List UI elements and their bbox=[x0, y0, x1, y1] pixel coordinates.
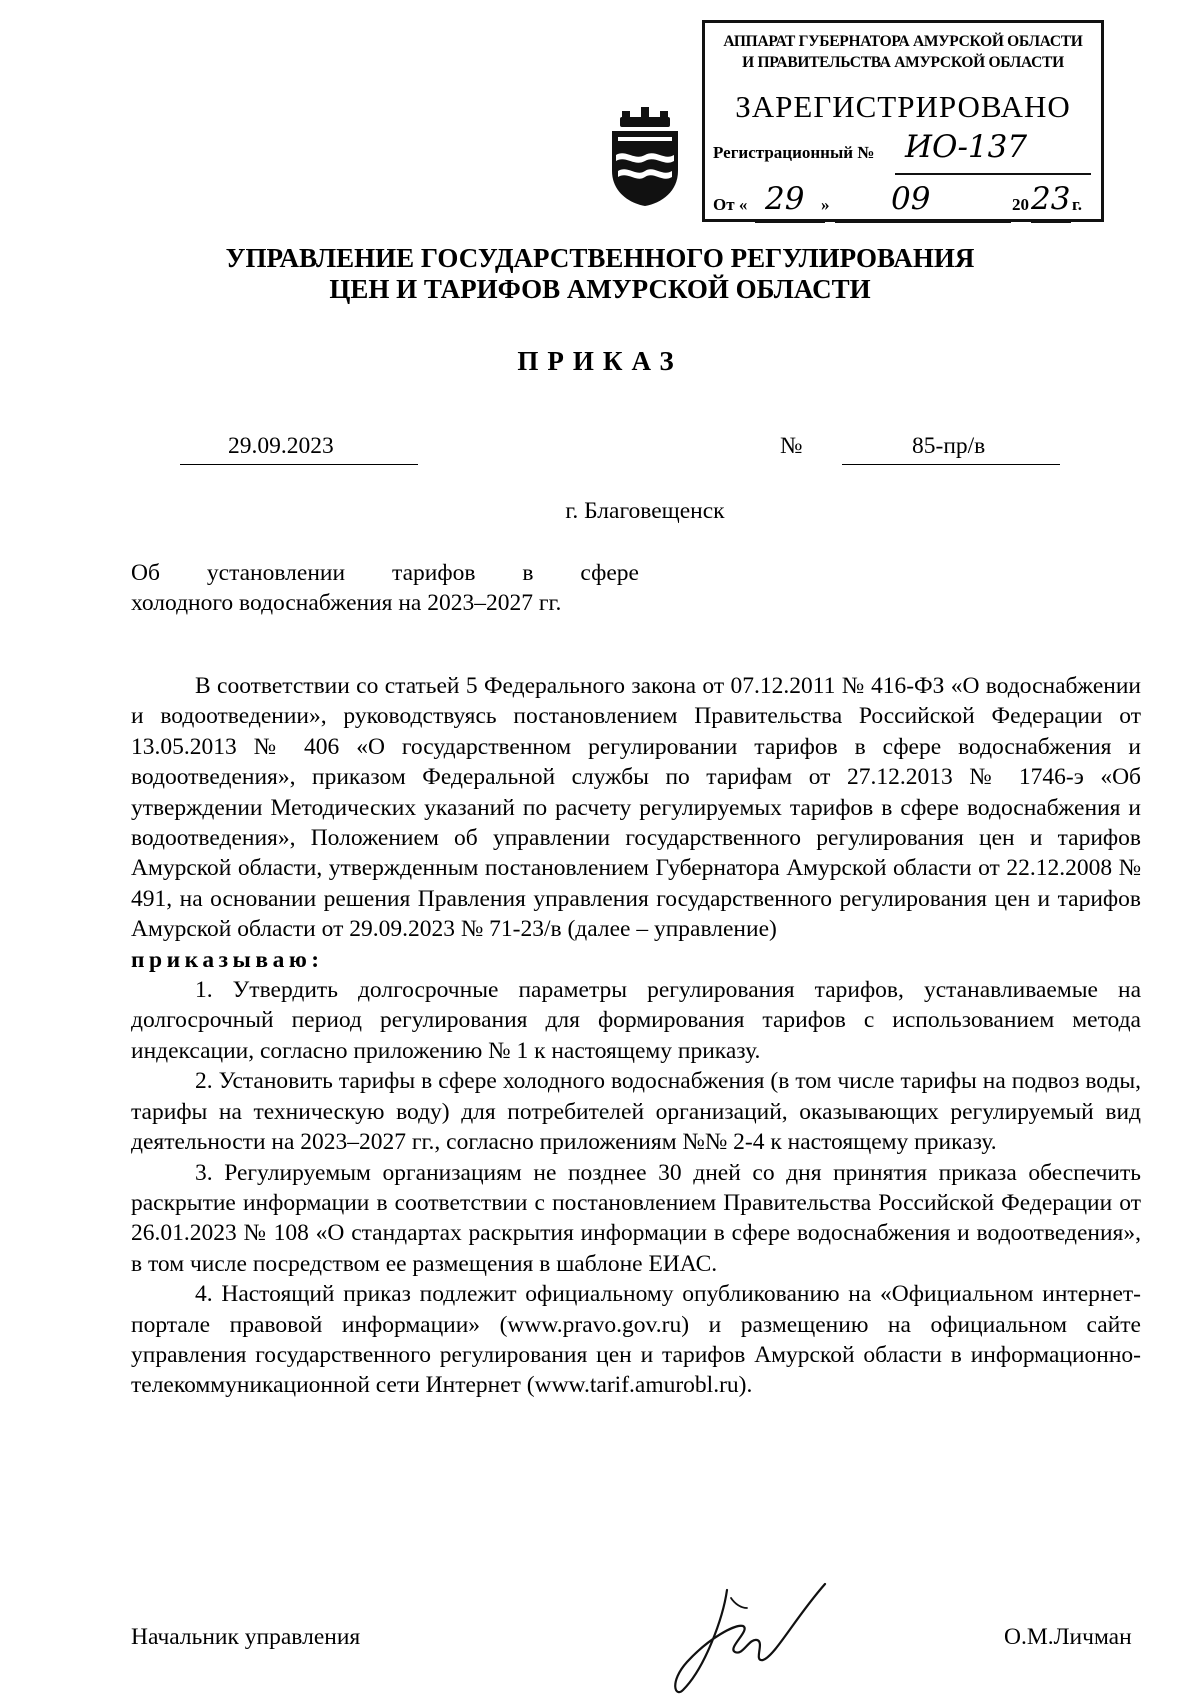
signer-position: Начальник управления bbox=[131, 1624, 361, 1650]
stamp-month: 09 bbox=[891, 181, 931, 217]
document-city: г. Благовещенск bbox=[565, 498, 725, 524]
subject-line1: Об установлении тарифов в сфере bbox=[131, 560, 639, 586]
order-word-text: приказываю: bbox=[131, 946, 324, 973]
coat-of-arms-icon bbox=[606, 107, 684, 207]
signer-name: О.М.Личман bbox=[1004, 1624, 1132, 1650]
stamp-month-underline bbox=[835, 221, 1011, 223]
handwritten-signature bbox=[665, 1578, 835, 1708]
stamp-reg-underline bbox=[895, 173, 1091, 175]
stamp-reg-label: Регистрационный № bbox=[713, 143, 875, 162]
stamp-year-prefix: 20 bbox=[1012, 195, 1029, 214]
document-type: ПРИКАЗ bbox=[517, 346, 683, 376]
stamp-year-suffix: 23 bbox=[1031, 181, 1071, 217]
stamp-date-prefix: От « bbox=[713, 195, 748, 214]
preamble-paragraph: В соответствии со статьей 5 Федерального закона от 07.12.2011 № 416-ФЗ «О водоснабжении и водоотведении», руководствуясь постановлением Правительства Российской Федерации от 13.05.2013 № 406 «О государственном регулировании тарифов в сфере водоснабжения и водоотведения», приказом Федеральной службы по тарифам от 27.12.2013 № 1746-э «Об утверждении Методических указаний по расчету регулируемых тарифов в сфере водоснабжения и водоотведения», Положением об управлении государственного регулирования цен и тарифов Амурской области, утвержденным постановлением Губернатора Амурской области от 22.12.2008 № 491, на основании решения Правления управления государственного регулирования цен и тарифов Амурской области от 29.09.2023 № 71-23/в (далее – управление) bbox=[131, 673, 1141, 943]
stamp-year-underline bbox=[1031, 221, 1071, 223]
stamp-day: 29 bbox=[765, 181, 805, 217]
stamp-org-line2: И ПРАВИТЕЛЬСТВА АМУРСКОЙ ОБЛАСТИ bbox=[742, 54, 1064, 71]
document-subject bbox=[131, 558, 639, 618]
document-body bbox=[131, 671, 1141, 1401]
stamp-reg-number: ИО-137 bbox=[905, 129, 1028, 165]
order-word bbox=[131, 945, 1141, 975]
number-underline bbox=[842, 464, 1060, 465]
stamp-org-line1: АППАРАТ ГУБЕРНАТОРА АМУРСКОЙ ОБЛАСТИ bbox=[723, 33, 1083, 50]
stamp-reg-row bbox=[713, 143, 874, 163]
number-label: № bbox=[780, 433, 803, 459]
document-date: 29.09.2023 bbox=[228, 433, 334, 459]
item-1-paragraph: 1. Утвердить долгосрочные параметры регулирования тарифов, устанавливаемые на долгосрочный период регулирования для формирования тарифов с использованием метода индексации, согласно приложению № 1 к настоящему приказу. bbox=[131, 977, 1141, 1064]
date-underline bbox=[180, 464, 418, 465]
organization-title-line2: ЦЕН И ТАРИФОВ АМУРСКОЙ ОБЛАСТИ bbox=[329, 274, 871, 304]
item-2-paragraph: 2. Установить тарифы в сфере холодного водоснабжения (в том числе тарифы на подвоз воды, тарифы на техническую воду) для потребителей организаций, оказывающих регулируемый вид деятельности на 2023–2027 гг., согласно приложениям №№ 2-4 к настоящему приказу. bbox=[131, 1068, 1141, 1156]
stamp-registered: ЗАРЕГИСТРИРОВАНО bbox=[735, 89, 1071, 124]
stamp-day-close: » bbox=[821, 195, 830, 214]
item-3-paragraph: 3. Регулируемым организациям не позднее 30 дней со дня принятия приказа обеспечить раскрытие информации в соответствии с постановлением Правительства Российской Федерации от 26.01.2023 № 108 «О стандартах раскрытия информации в сфере водоснабжения и водоотведения», в том числе посредством ее размещения в шаблоне ЕИАС. bbox=[131, 1159, 1141, 1277]
stamp-year-end: г. bbox=[1072, 195, 1083, 214]
registration-stamp bbox=[702, 20, 1104, 222]
subject-line2: холодного водоснабжения на 2023–2027 гг. bbox=[131, 590, 562, 616]
stamp-day-underline bbox=[755, 221, 825, 223]
item-4-paragraph: 4. Настоящий приказ подлежит официальному опубликованию на «Официальном интернет-портале правовой информации» (www.pravo.gov.ru) и размещению на официальном сайте управления государственного регулирования цен и тарифов Амурской области в информационно-телекоммуникационной сети Интернет (www.tarif.amurobl.ru). bbox=[131, 1281, 1141, 1399]
organization-title-line1: УПРАВЛЕНИЕ ГОСУДАРСТВЕННОГО РЕГУЛИРОВАНИЯ bbox=[225, 243, 975, 273]
document-number: 85-пр/в bbox=[912, 433, 986, 459]
